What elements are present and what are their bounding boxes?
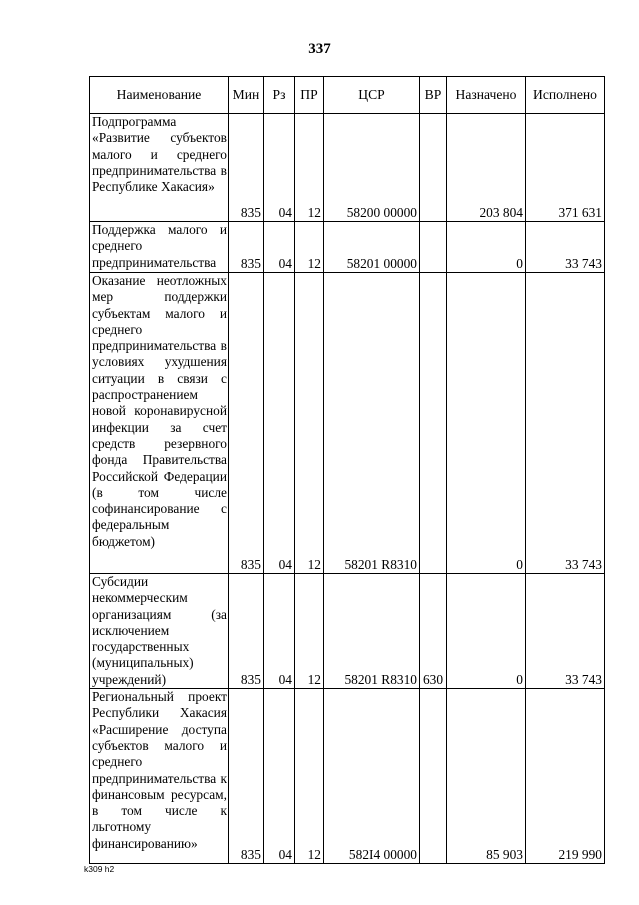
row-executed: 219 990 bbox=[526, 689, 605, 864]
row-executed: 33 743 bbox=[526, 222, 605, 273]
row-csr: 58201 R8310 bbox=[324, 574, 420, 689]
row-name: Субсидии некоммерческим организациям (за исключением государственных (муниципальных) учреждений) bbox=[90, 574, 229, 689]
table-row bbox=[90, 222, 605, 273]
header-pr: ПР bbox=[295, 77, 324, 114]
table-row bbox=[90, 574, 605, 689]
row-rz: 04 bbox=[264, 222, 295, 273]
header-row bbox=[90, 77, 605, 114]
row-rz: 04 bbox=[264, 273, 295, 574]
row-executed: 33 743 bbox=[526, 574, 605, 689]
row-pr: 12 bbox=[295, 574, 324, 689]
row-assigned: 203 804 bbox=[447, 114, 526, 222]
row-assigned: 0 bbox=[447, 574, 526, 689]
row-min: 835 bbox=[229, 222, 264, 273]
row-min: 835 bbox=[229, 574, 264, 689]
row-min: 835 bbox=[229, 114, 264, 222]
row-executed: 371 631 bbox=[526, 114, 605, 222]
row-name: Подпрограмма «Развитие субъектов малого и среднего предпринимательства в Республике Хакасия» bbox=[90, 114, 229, 222]
row-assigned: 0 bbox=[447, 222, 526, 273]
budget-table bbox=[89, 76, 605, 864]
row-name: Региональный проект Республики Хакасия «Расширение доступа субъектов малого и среднего предпринимательства к финансовым ресурсам, в том числе к льготному финансированию» bbox=[90, 689, 229, 864]
row-csr: 58201 R8310 bbox=[324, 273, 420, 574]
row-name: Поддержка малого и среднего предпринимательства bbox=[90, 222, 229, 273]
row-vr bbox=[420, 222, 447, 273]
table-row bbox=[90, 273, 605, 574]
row-rz: 04 bbox=[264, 574, 295, 689]
row-pr: 12 bbox=[295, 222, 324, 273]
header-rz: Рз bbox=[264, 77, 295, 114]
row-rz: 04 bbox=[264, 689, 295, 864]
header-name: Наименование bbox=[90, 77, 229, 114]
header-vr: ВР bbox=[420, 77, 447, 114]
row-rz: 04 bbox=[264, 114, 295, 222]
row-pr: 12 bbox=[295, 114, 324, 222]
row-csr: 58200 00000 bbox=[324, 114, 420, 222]
header-assigned: Назначено bbox=[447, 77, 526, 114]
row-assigned: 85 903 bbox=[447, 689, 526, 864]
row-vr: 630 bbox=[420, 574, 447, 689]
row-min: 835 bbox=[229, 689, 264, 864]
header-min: Мин bbox=[229, 77, 264, 114]
table-row bbox=[90, 689, 605, 864]
row-name: Оказание неотложных мер поддержки субъектам малого и среднего предпринимательства в условиях ухудшения ситуации в связи с распространением новой коронавирусной инфекции за счет средств резервного фонда Правительства Российской Федерации (в том числе софинансирование с федеральным бюджетом) bbox=[90, 273, 229, 574]
header-executed: Исполнено bbox=[526, 77, 605, 114]
row-pr: 12 bbox=[295, 689, 324, 864]
row-assigned: 0 bbox=[447, 273, 526, 574]
header-csr: ЦСР bbox=[324, 77, 420, 114]
row-vr bbox=[420, 114, 447, 222]
row-pr: 12 bbox=[295, 273, 324, 574]
footer-code: k309 h2 bbox=[84, 864, 115, 874]
row-csr: 582I4 00000 bbox=[324, 689, 420, 864]
row-executed: 33 743 bbox=[526, 273, 605, 574]
row-min: 835 bbox=[229, 273, 264, 574]
row-csr: 58201 00000 bbox=[324, 222, 420, 273]
page-number: 337 bbox=[308, 41, 331, 57]
table-row bbox=[90, 114, 605, 222]
row-vr bbox=[420, 273, 447, 574]
row-vr bbox=[420, 689, 447, 864]
